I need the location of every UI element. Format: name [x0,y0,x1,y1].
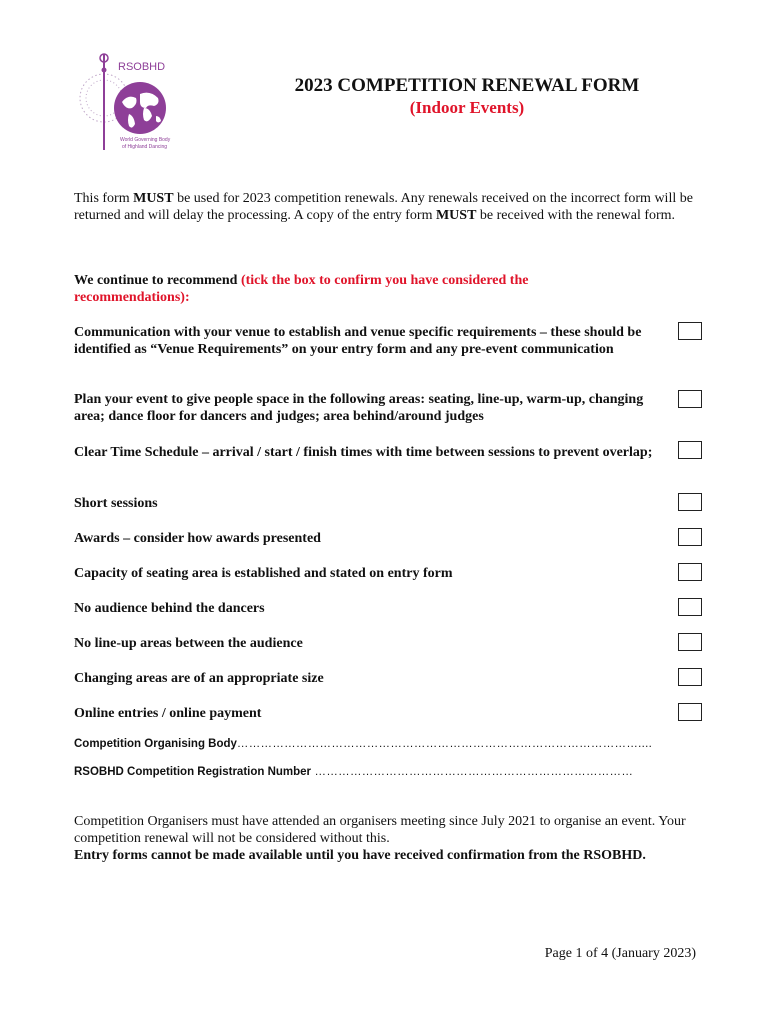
checklist-item: Changing areas are of an appropriate size [74,671,324,686]
checklist-item: Online entries / online payment [74,706,262,721]
rsobhd-logo [74,50,180,154]
checkbox-awards[interactable] [678,528,702,546]
checkbox-changing-areas[interactable] [678,668,702,686]
checkbox-online-entries[interactable] [678,703,702,721]
recommend-heading: We continue to recommend (tick the box to confirm you have considered the recommendations): [74,273,529,305]
checkbox-seating-capacity[interactable] [678,563,702,581]
checkbox-no-audience-behind[interactable] [678,598,702,616]
checklist-item: Clear Time Schedule – arrival / start / finish times with time between sessions to prevent overlap; [74,445,653,460]
checkbox-no-lineup-areas[interactable] [678,633,702,651]
svg-text:World Governing Body: World Governing Body [120,137,171,143]
svg-text:of Highland Dancing: of Highland Dancing [122,144,168,150]
checklist-item: Awards – consider how awards presented [74,531,321,546]
organising-body-field[interactable]: Competition Organising Body………………………………………………………………………………………….... [74,738,653,750]
checkbox-time-schedule[interactable] [678,441,702,459]
registration-number-field[interactable]: RSOBHD Competition Registration Number ……………………………………………………………………… [74,766,634,778]
checkbox-short-sessions[interactable] [678,493,702,511]
checklist-item: Capacity of seating area is established and stated on entry form [74,566,453,581]
checklist-item: Communication with your venue to establish and venue specific requirements – these should be identified as “Venue Requirements” on your entry form and any pre-event communication [74,325,642,357]
page-subtitle: (Indoor Events) [409,98,525,117]
checkbox-space-planning[interactable] [678,390,702,408]
logo-text: RSOBHD [118,61,166,73]
checkbox-venue-requirements[interactable] [678,322,702,340]
checklist-item: Short sessions [74,496,158,511]
checklist-item: No line-up areas between the audience [74,636,303,651]
header [220,75,714,119]
closing-notes: Competition Organisers must have attended an organisers meeting since July 2021 to organise an event. Your competition renewal will not be considered without this. Entry forms cannot be made available until you have received confirmation from the RSOBHD. [74,814,686,863]
intro-paragraph: This form MUST be used for 2023 competition renewals. Any renewals received on the incorrect form will be returned and will delay the processing. A copy of the entry form MUST be received with the renewal form. [74,191,693,223]
checklist-item: Plan your event to give people space in the following areas: seating, line-up, warm-up, changing area; dance floor for dancers and judges; area behind/around judges [74,392,644,424]
checklist-item: No audience behind the dancers [74,601,265,616]
page-number: Page 1 of 4 (January 2023) [544,946,696,961]
page-title: 2023 COMPETITION RENEWAL FORM [294,75,640,96]
